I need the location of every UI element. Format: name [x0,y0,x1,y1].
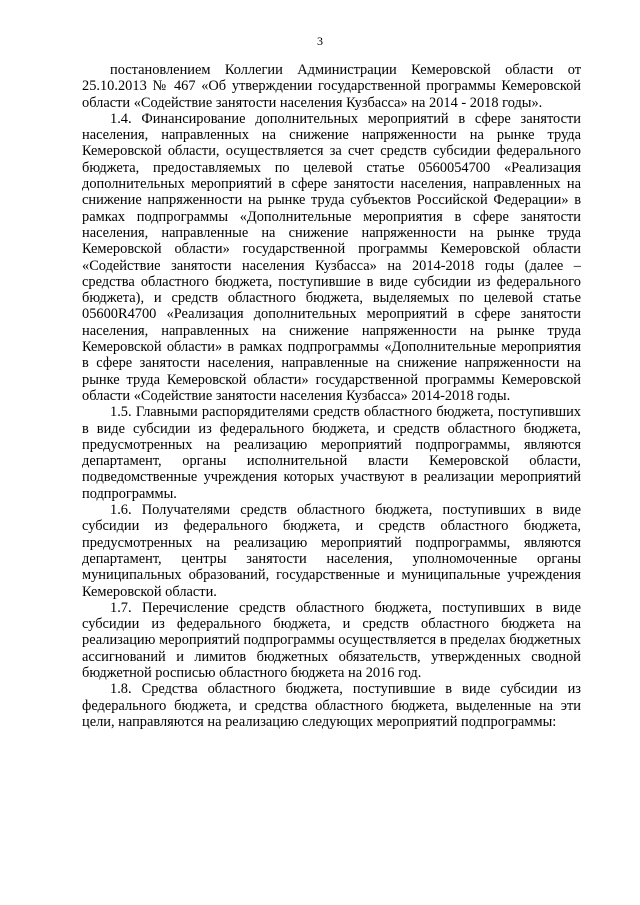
paragraph-continuation: постановлением Коллегии Администрации Кемеровской области от 25.10.2013 № 467 «Об утверждении государственной программы Кемеровской области «Содействие занятости населения Кузбасса» на 2014 - 2018 годы». [82,62,581,111]
paragraph-1-5: 1.5. Главными распорядителями средств областного бюджета, поступивших в виде субсидии из федерального бюджета, и средств областного бюджета, предусмотренных на реализацию мероприятий подпрограммы, являются департамент, органы исполнительной власти Кемеровской области, подведомственные учреждения которых участвуют в реализации мероприятий подпрограммы. [82,404,581,502]
page-number: 3 [317,34,323,48]
paragraph-1-4: 1.4. Финансирование дополнительных мероприятий в сфере занятости населения, направленных на снижение напряженности на рынке труда Кемеровской области, осуществляется за счет средств субсидии федерального бюджета, предоставляемых по целевой статье 0560054700 «Реализация дополнительных мероприятий в сфере занятости населения, направленных на снижение напряженности на рынке труда субъектов Российской Федерации» в рамках подпрограммы «Дополнительные мероприятия в сфере занятости населения, направленные на снижение напряженности на рынке труда Кемеровской области» государственной программы Кемеровской области «Содействие занятости населения Кузбасса» на 2014-2018 годы (далее – средства областного бюджета, поступившие в виде субсидии из федерального бюджета), и средств областного бюджета, выделяемых по целевой статье 05600R4700 «Реализация дополнительных мероприятий в сфере занятости населения, направленных на снижение напряженности на рынке труда Кемеровской области» в рамках подпрограммы «Дополнительные мероприятия в сфере занятости населения, направленные на снижение напряженности на рынке труда Кемеровской области» государственной программы Кемеровской области «Содействие занятости населения Кузбасса» 2014-2018 годы. [82,110,581,404]
paragraph-1-8: 1.8. Средства областного бюджета, поступившие в виде субсидии из федерального бюджета, и средства областного бюджета, выделенные на эти цели, направляются на реализацию следующих мероприятий подпрограммы: [82,681,581,730]
document-body [82,62,581,730]
paragraph-1-6: 1.6. Получателями средств областного бюджета, поступивших в виде субсидии из федерального бюджета, и средств областного бюджета, предусмотренных на реализацию мероприятий подпрограммы, являются департамент, центры занятости населения, уполномоченные органы муниципальных образований, государственные и муниципальные учреждения Кемеровской области. [82,502,581,600]
paragraph-1-7: 1.7. Перечисление средств областного бюджета, поступивших в виде субсидии из федерального бюджета, и средств областного бюджета на реализацию мероприятий подпрограммы осуществляется в пределах бюджетных ассигнований и лимитов бюджетных обязательств, утвержденных сводной бюджетной росписью областного бюджета на 2016 год. [82,599,581,681]
